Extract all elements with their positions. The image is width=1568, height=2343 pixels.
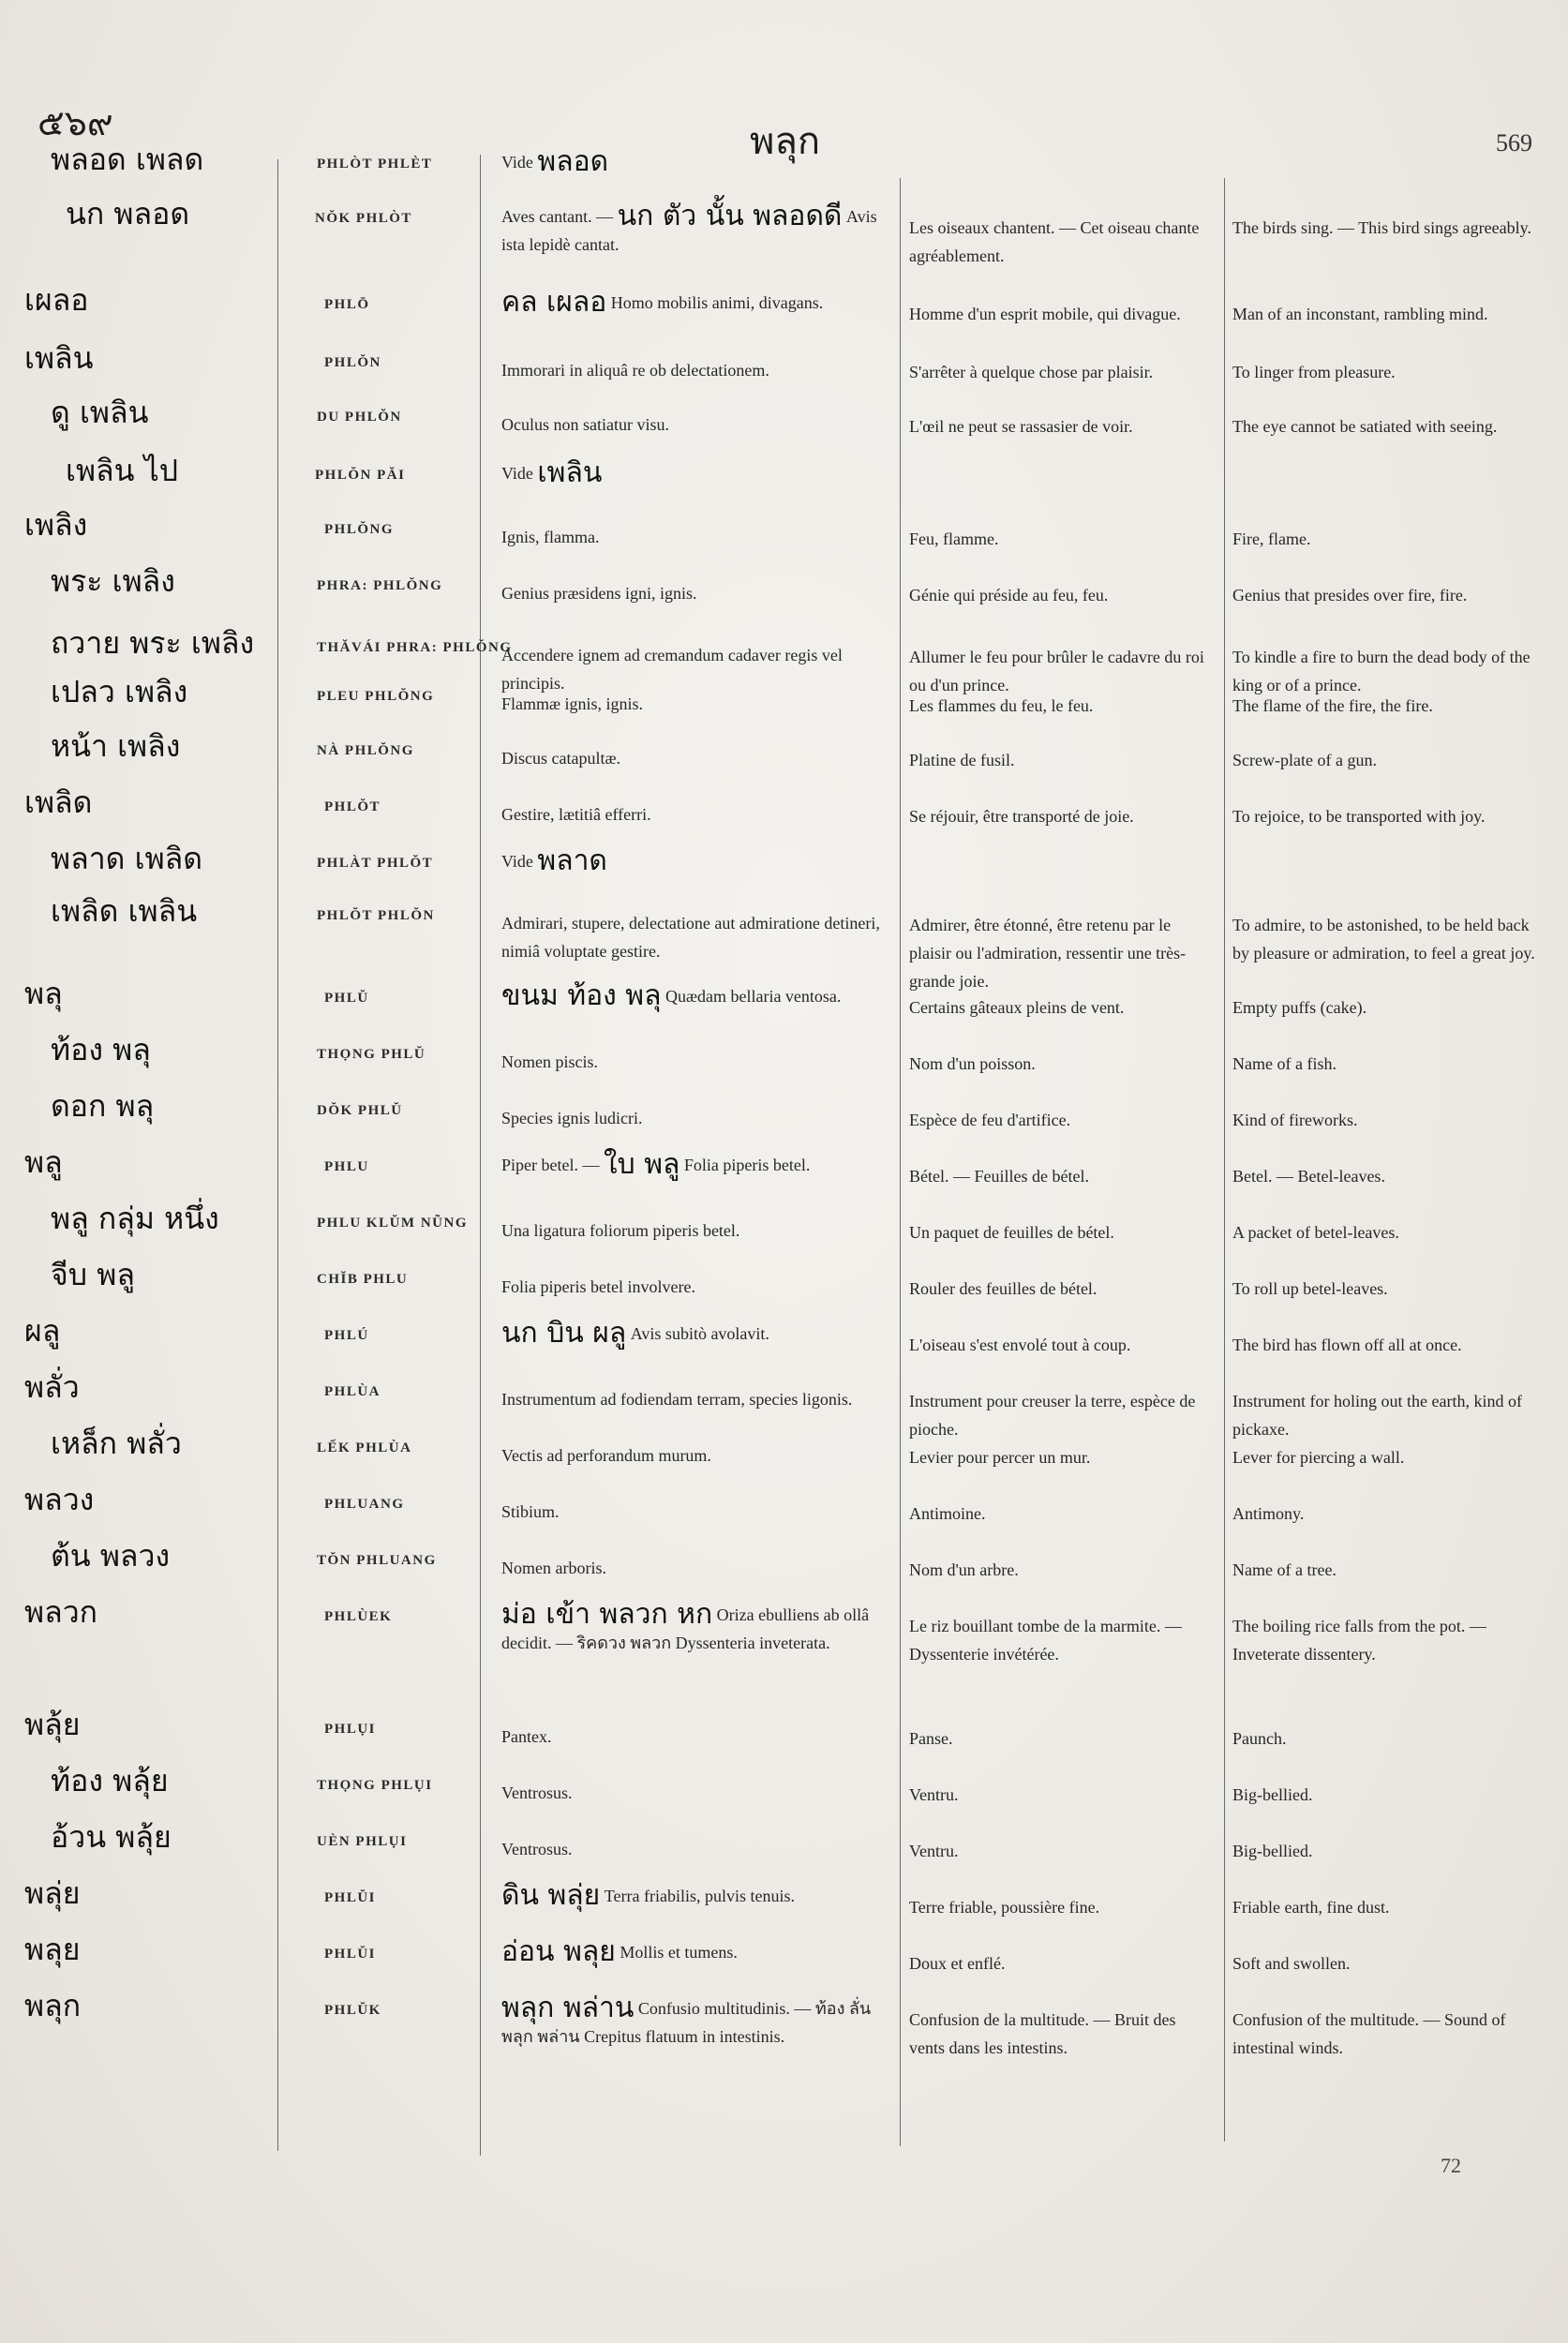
english-gloss: The bird has flown off all at once. bbox=[1232, 1336, 1462, 1354]
romanization: PHLŎN PĂI bbox=[315, 468, 406, 483]
romanization: NÀ PHLŎNG bbox=[317, 743, 414, 758]
latin-gloss bbox=[501, 690, 893, 718]
french-gloss: Le riz bouillant tombe de la marmite. — Dyssenterie invétérée. bbox=[909, 1617, 1182, 1664]
latin-gloss bbox=[501, 1104, 893, 1132]
french-gloss: Feu, flamme. bbox=[909, 530, 999, 548]
french-gloss: Terre friable, poussière fine. bbox=[909, 1898, 1100, 1917]
english-gloss: Kind of fireworks. bbox=[1232, 1111, 1358, 1129]
english-gloss: Empty puffs (cake). bbox=[1232, 998, 1367, 1017]
french-gloss: Panse. bbox=[909, 1729, 953, 1748]
latin-text: Ignis, flamma. bbox=[501, 528, 600, 546]
thai-headword: พลุย bbox=[24, 1932, 81, 1967]
thai-headword: พลาด เพลิด bbox=[51, 841, 203, 876]
romanization: NŎK PHLÒT bbox=[315, 211, 412, 226]
column-rule-1 bbox=[277, 159, 278, 2151]
latin-text: Instrumentum ad fodiendam terram, species ligonis. bbox=[501, 1390, 853, 1409]
thai-headword: ผลู bbox=[24, 1313, 61, 1349]
french-gloss: Ventru. bbox=[909, 1785, 959, 1804]
latin-thai-example: ดิน พลุ่ย bbox=[501, 1879, 601, 1912]
latin-text-after: Mollis et tumens. bbox=[620, 1943, 738, 1962]
latin-text: Nomen piscis. bbox=[501, 1052, 598, 1071]
romanization: PHLÚ bbox=[324, 1328, 369, 1343]
romanization: PHLŎT bbox=[324, 799, 381, 814]
thai-headword: เพลิน ไป bbox=[66, 453, 179, 488]
column-rule-4 bbox=[1224, 178, 1225, 2142]
romanization: LẾK PHLÙA bbox=[317, 1440, 412, 1455]
thai-headword: จีบ พลู bbox=[51, 1257, 135, 1292]
english-gloss: Instrument for holing out the earth, kind of pickaxe. bbox=[1232, 1392, 1522, 1439]
latin-gloss bbox=[501, 523, 893, 551]
english-gloss: Paunch. bbox=[1232, 1729, 1287, 1748]
french-gloss: Les oiseaux chantent. — Cet oiseau chante agréablement. bbox=[909, 218, 1200, 265]
romanization: PHLUANG bbox=[324, 1497, 405, 1512]
latin-thai-example: พลอด bbox=[537, 145, 609, 178]
latin-gloss bbox=[501, 410, 893, 439]
english-gloss: To rejoice, to be transported with joy. bbox=[1232, 807, 1486, 826]
english-gloss: Lever for piercing a wall. bbox=[1232, 1448, 1405, 1467]
latin-thai-example: พลาด bbox=[537, 844, 607, 877]
latin-text: Admirari, stupere, delectatione aut admiratione detineri, nimiâ voluptate gestire. bbox=[501, 914, 880, 961]
french-gloss: Antimoine. bbox=[909, 1504, 986, 1523]
english-gloss: Friable earth, fine dust. bbox=[1232, 1898, 1390, 1917]
romanization: PHLU bbox=[324, 1159, 369, 1174]
romanization: UÈN PHLỤI bbox=[317, 1834, 408, 1849]
thai-headword: ท้อง พลุ bbox=[51, 1032, 151, 1067]
french-gloss: Doux et enflé. bbox=[909, 1954, 1006, 1973]
romanization: PLEU PHLŎNG bbox=[317, 689, 435, 704]
french-gloss: Se réjouir, être transporté de joie. bbox=[909, 807, 1134, 826]
latin-gloss bbox=[501, 579, 893, 607]
latin-text: Pantex. bbox=[501, 1727, 552, 1746]
french-gloss: Platine de fusil. bbox=[909, 751, 1015, 769]
latin-gloss bbox=[501, 456, 893, 489]
latin-text: Genius præsidens igni, ignis. bbox=[501, 584, 697, 603]
latin-text-after: Confusio multitudinis. — ท้อง ลั่น พลุก พล่าน Crepitus flatuum in intestinis. bbox=[501, 1999, 872, 2046]
romanization: PHLÙEK bbox=[324, 1609, 393, 1624]
latin-gloss bbox=[501, 286, 893, 319]
column-rule-3 bbox=[900, 178, 901, 2146]
french-gloss: Ventru. bbox=[909, 1842, 959, 1860]
english-gloss: Confusion of the multitude. — Sound of intestinal winds. bbox=[1232, 2010, 1506, 2057]
english-gloss: Soft and swollen. bbox=[1232, 1954, 1351, 1973]
page-number: 569 bbox=[1496, 129, 1532, 157]
thai-headword: หน้า เพลิง bbox=[51, 728, 181, 764]
french-gloss: Nom d'un arbre. bbox=[909, 1560, 1019, 1579]
latin-gloss bbox=[501, 800, 893, 828]
thai-headword: พลวง bbox=[24, 1482, 95, 1517]
latin-thai-example: อ่อน พลุย bbox=[501, 1935, 616, 1968]
latin-gloss bbox=[501, 909, 893, 965]
latin-thai-example: พลุก พล่าน bbox=[501, 1992, 635, 2024]
latin-text-after: Homo mobilis animi, divagans. bbox=[610, 293, 824, 312]
thai-headword: พลวก bbox=[24, 1594, 98, 1630]
thai-headword: เผลอ bbox=[24, 282, 89, 318]
thai-page-number: ๕๖๙ bbox=[37, 102, 113, 143]
thai-headword: เปลว เพลิง bbox=[51, 674, 188, 709]
thai-headword: ต้น พลวง bbox=[51, 1538, 171, 1574]
latin-thai-example: คล เผลอ bbox=[501, 286, 607, 319]
latin-gloss bbox=[501, 1994, 893, 2051]
latin-gloss bbox=[501, 1048, 893, 1076]
thai-headword: เพลิง bbox=[24, 507, 88, 543]
thai-headword: พลอด เพลด bbox=[51, 142, 204, 177]
english-gloss: The birds sing. — This bird sings agreeably. bbox=[1232, 218, 1531, 237]
romanization: PHLỤI bbox=[324, 1722, 377, 1737]
french-gloss: Admirer, être étonné, être retenu par le plaisir ou l'admiration, ressentir une très-grande joie. bbox=[909, 916, 1187, 991]
latin-text: Species ignis ludicri. bbox=[501, 1109, 643, 1127]
english-gloss: To roll up betel-leaves. bbox=[1232, 1279, 1388, 1298]
english-gloss: Betel. — Betel-leaves. bbox=[1232, 1167, 1385, 1186]
latin-text: Folia piperis betel involvere. bbox=[501, 1277, 695, 1296]
thai-headword: ดู เพลิน bbox=[51, 395, 149, 430]
thai-headword: ถวาย พระ เพลิง bbox=[51, 625, 255, 661]
romanization: PHLŎT PHLŎN bbox=[317, 908, 435, 923]
thai-headword: เพลิด bbox=[24, 784, 93, 820]
latin-gloss bbox=[501, 1779, 893, 1807]
english-gloss: Big-bellied. bbox=[1232, 1785, 1313, 1804]
latin-gloss bbox=[501, 1498, 893, 1526]
thai-headword: พระ เพลิง bbox=[51, 563, 175, 599]
french-gloss: S'arrêter à quelque chose par plaisir. bbox=[909, 363, 1154, 381]
latin-thai-example: ม่อ เข้า พลวก หก bbox=[501, 1598, 713, 1631]
latin-text: Vide bbox=[501, 153, 533, 172]
romanization: TŎN PHLUANG bbox=[317, 1553, 437, 1568]
latin-text: Vide bbox=[501, 852, 533, 871]
english-gloss: Name of a tree. bbox=[1232, 1560, 1337, 1579]
english-gloss: Genius that presides over fire, fire. bbox=[1232, 586, 1468, 604]
french-gloss: Génie qui préside au feu, feu. bbox=[909, 586, 1109, 604]
latin-text: Ventrosus. bbox=[501, 1783, 573, 1802]
romanization: PHLÀT PHLŎT bbox=[317, 856, 434, 871]
french-gloss: Un paquet de feuilles de bétel. bbox=[909, 1223, 1114, 1242]
english-gloss: The eye cannot be satiated with seeing. bbox=[1232, 417, 1498, 436]
english-gloss: The boiling rice falls from the pot. — Inveterate dissentery. bbox=[1232, 1617, 1486, 1664]
latin-text: Immorari in aliquâ re ob delectationem. bbox=[501, 361, 769, 380]
latin-text: Flammæ ignis, ignis. bbox=[501, 694, 644, 713]
thai-headword: พลั่ว bbox=[24, 1369, 80, 1405]
latin-text-after: Avis subitò avolavit. bbox=[630, 1324, 769, 1343]
thai-headword: เพลิน bbox=[24, 340, 94, 376]
english-gloss: Man of an inconstant, rambling mind. bbox=[1232, 305, 1488, 323]
latin-gloss bbox=[501, 979, 893, 1012]
latin-text-after: Oriza ebulliens ab ollâ decidit. — ริคดวง พลวก Dyssenteria inveterata. bbox=[501, 1605, 870, 1652]
latin-thai-example: นก ตัว นั้น พลอดดี bbox=[617, 200, 843, 232]
english-gloss: Big-bellied. bbox=[1232, 1842, 1313, 1860]
latin-text: Oculus non satiatur visu. bbox=[501, 415, 669, 434]
french-gloss: Rouler des feuilles de bétel. bbox=[909, 1279, 1098, 1298]
romanization: PHLÙA bbox=[324, 1384, 381, 1399]
latin-gloss bbox=[501, 1273, 893, 1301]
english-gloss: To admire, to be astonished, to be held back by pleasure or admiration, to feel a great joy. bbox=[1232, 916, 1535, 963]
latin-thai-example: เพลิน bbox=[537, 456, 603, 489]
thai-headword: พลู กลุ่ม หนึ่ง bbox=[51, 1201, 219, 1236]
latin-gloss bbox=[501, 1879, 893, 1912]
latin-text: Vectis ad perforandum murum. bbox=[501, 1446, 711, 1465]
running-head: พลุก bbox=[750, 120, 821, 163]
latin-text-after: Avis ista lepidè cantat. bbox=[501, 207, 877, 254]
latin-text: Vide bbox=[501, 464, 533, 483]
latin-text: Piper betel. — bbox=[501, 1156, 600, 1174]
english-gloss: Name of a fish. bbox=[1232, 1054, 1337, 1073]
thai-headword: พลุ bbox=[24, 976, 63, 1011]
english-gloss: To kindle a fire to burn the dead body of the king or of a prince. bbox=[1232, 648, 1531, 694]
french-gloss: Espèce de feu d'artifice. bbox=[909, 1111, 1071, 1129]
romanization: DŎK PHLŬ bbox=[317, 1103, 403, 1118]
latin-gloss bbox=[501, 145, 893, 178]
latin-text-after: Quædam bellaria ventosa. bbox=[665, 987, 842, 1006]
romanization: PHLŌ bbox=[324, 297, 370, 312]
romanization: PHLŎNG bbox=[324, 522, 395, 537]
latin-gloss bbox=[501, 1441, 893, 1470]
english-gloss: A packet of betel-leaves. bbox=[1232, 1223, 1399, 1242]
romanization: CHĬB PHLU bbox=[317, 1272, 409, 1287]
latin-text: Aves cantant. — bbox=[501, 207, 614, 226]
french-gloss: L'œil ne peut se rassasier de voir. bbox=[909, 417, 1133, 436]
english-gloss: Screw-plate of a gun. bbox=[1232, 751, 1377, 769]
romanization: PHLÒT PHLÈT bbox=[317, 157, 433, 172]
french-gloss: Allumer le feu pour brûler le cadavre du roi ou d'un prince. bbox=[909, 648, 1204, 694]
latin-text: Stibium. bbox=[501, 1502, 560, 1521]
latin-gloss bbox=[501, 1148, 893, 1181]
thai-headword: นก พลอด bbox=[66, 196, 190, 231]
french-gloss: Nom d'un poisson. bbox=[909, 1054, 1036, 1073]
english-gloss: The flame of the fire, the fire. bbox=[1232, 696, 1433, 715]
latin-gloss bbox=[501, 202, 893, 259]
latin-thai-example: ขนม ท้อง พลุ bbox=[501, 979, 662, 1012]
latin-gloss bbox=[501, 1317, 893, 1350]
latin-text: Discus catapultæ. bbox=[501, 749, 620, 768]
french-gloss: Levier pour percer un mur. bbox=[909, 1448, 1091, 1467]
romanization: THĂVÁI PHRA: PHLŎNG bbox=[317, 640, 513, 655]
thai-headword: พลุก bbox=[24, 1988, 82, 2023]
french-gloss: Certains gâteaux pleins de vent. bbox=[909, 998, 1125, 1017]
signature-mark: 72 bbox=[1441, 2154, 1461, 2177]
column-rule-2 bbox=[480, 155, 481, 2156]
thai-headword: เหล็ก พลั่ว bbox=[51, 1425, 182, 1461]
latin-gloss bbox=[501, 1935, 893, 1968]
romanization: PHLŬI bbox=[324, 1947, 377, 1962]
latin-gloss bbox=[501, 1598, 893, 1657]
english-gloss: Fire, flame. bbox=[1232, 530, 1311, 548]
thai-headword: ดอก พลุ bbox=[51, 1088, 155, 1124]
romanization: PHLŎN bbox=[324, 355, 381, 370]
thai-headword: พลุ้ย bbox=[24, 1707, 81, 1742]
french-gloss: L'oiseau s'est envolé tout à coup. bbox=[909, 1336, 1131, 1354]
french-gloss: Les flammes du feu, le feu. bbox=[909, 696, 1094, 715]
latin-text: Ventrosus. bbox=[501, 1840, 573, 1858]
english-gloss: Antimony. bbox=[1232, 1504, 1305, 1523]
latin-text: Una ligatura foliorum piperis betel. bbox=[501, 1221, 740, 1240]
romanization: PHLU KLŬM NŨNG bbox=[317, 1216, 468, 1231]
thai-headword: พลุ่ย bbox=[24, 1875, 81, 1911]
latin-gloss bbox=[501, 744, 893, 772]
thai-headword: พลู bbox=[24, 1144, 63, 1180]
romanization: PHLŬ bbox=[324, 991, 369, 1006]
romanization: DU PHLŎN bbox=[317, 410, 402, 425]
latin-gloss bbox=[501, 1554, 893, 1582]
latin-gloss bbox=[501, 641, 893, 697]
romanization: PHLŬK bbox=[324, 2003, 381, 2018]
thai-headword: เพลิด เพลิน bbox=[51, 893, 198, 929]
french-gloss: Instrument pour creuser la terre, espèce de pioche. bbox=[909, 1392, 1196, 1439]
romanization: THỌNG PHLŬ bbox=[317, 1047, 426, 1062]
latin-gloss bbox=[501, 1385, 893, 1413]
romanization: THỌNG PHLỤI bbox=[317, 1778, 433, 1793]
french-gloss: Homme d'un esprit mobile, qui divague. bbox=[909, 305, 1181, 323]
romanization: PHLŬI bbox=[324, 1890, 377, 1905]
english-gloss: To linger from pleasure. bbox=[1232, 363, 1396, 381]
latin-text-after: Folia piperis betel. bbox=[683, 1156, 811, 1174]
latin-gloss bbox=[501, 356, 893, 384]
thai-headword: อ้วน พลุ้ย bbox=[51, 1819, 172, 1855]
latin-text: Accendere ignem ad cremandum cadaver regis vel principis. bbox=[501, 646, 843, 693]
latin-gloss bbox=[501, 1723, 893, 1751]
romanization: PHRA: PHLŎNG bbox=[317, 578, 443, 593]
latin-text: Gestire, lætitiâ efferri. bbox=[501, 805, 651, 824]
latin-gloss bbox=[501, 1216, 893, 1245]
latin-thai-example: ใบ พลู bbox=[603, 1148, 680, 1181]
latin-text: Nomen arboris. bbox=[501, 1559, 606, 1577]
thai-headword: ท้อง พลุ้ย bbox=[51, 1763, 169, 1798]
latin-text-after: Terra friabilis, pulvis tenuis. bbox=[604, 1887, 795, 1905]
french-gloss: Confusion de la multitude. — Bruit des vents dans les intestins. bbox=[909, 2010, 1176, 2057]
latin-thai-example: นก บิน ผลู bbox=[501, 1317, 627, 1350]
latin-gloss bbox=[501, 844, 893, 877]
latin-gloss bbox=[501, 1835, 893, 1863]
french-gloss: Bétel. — Feuilles de bétel. bbox=[909, 1167, 1089, 1186]
